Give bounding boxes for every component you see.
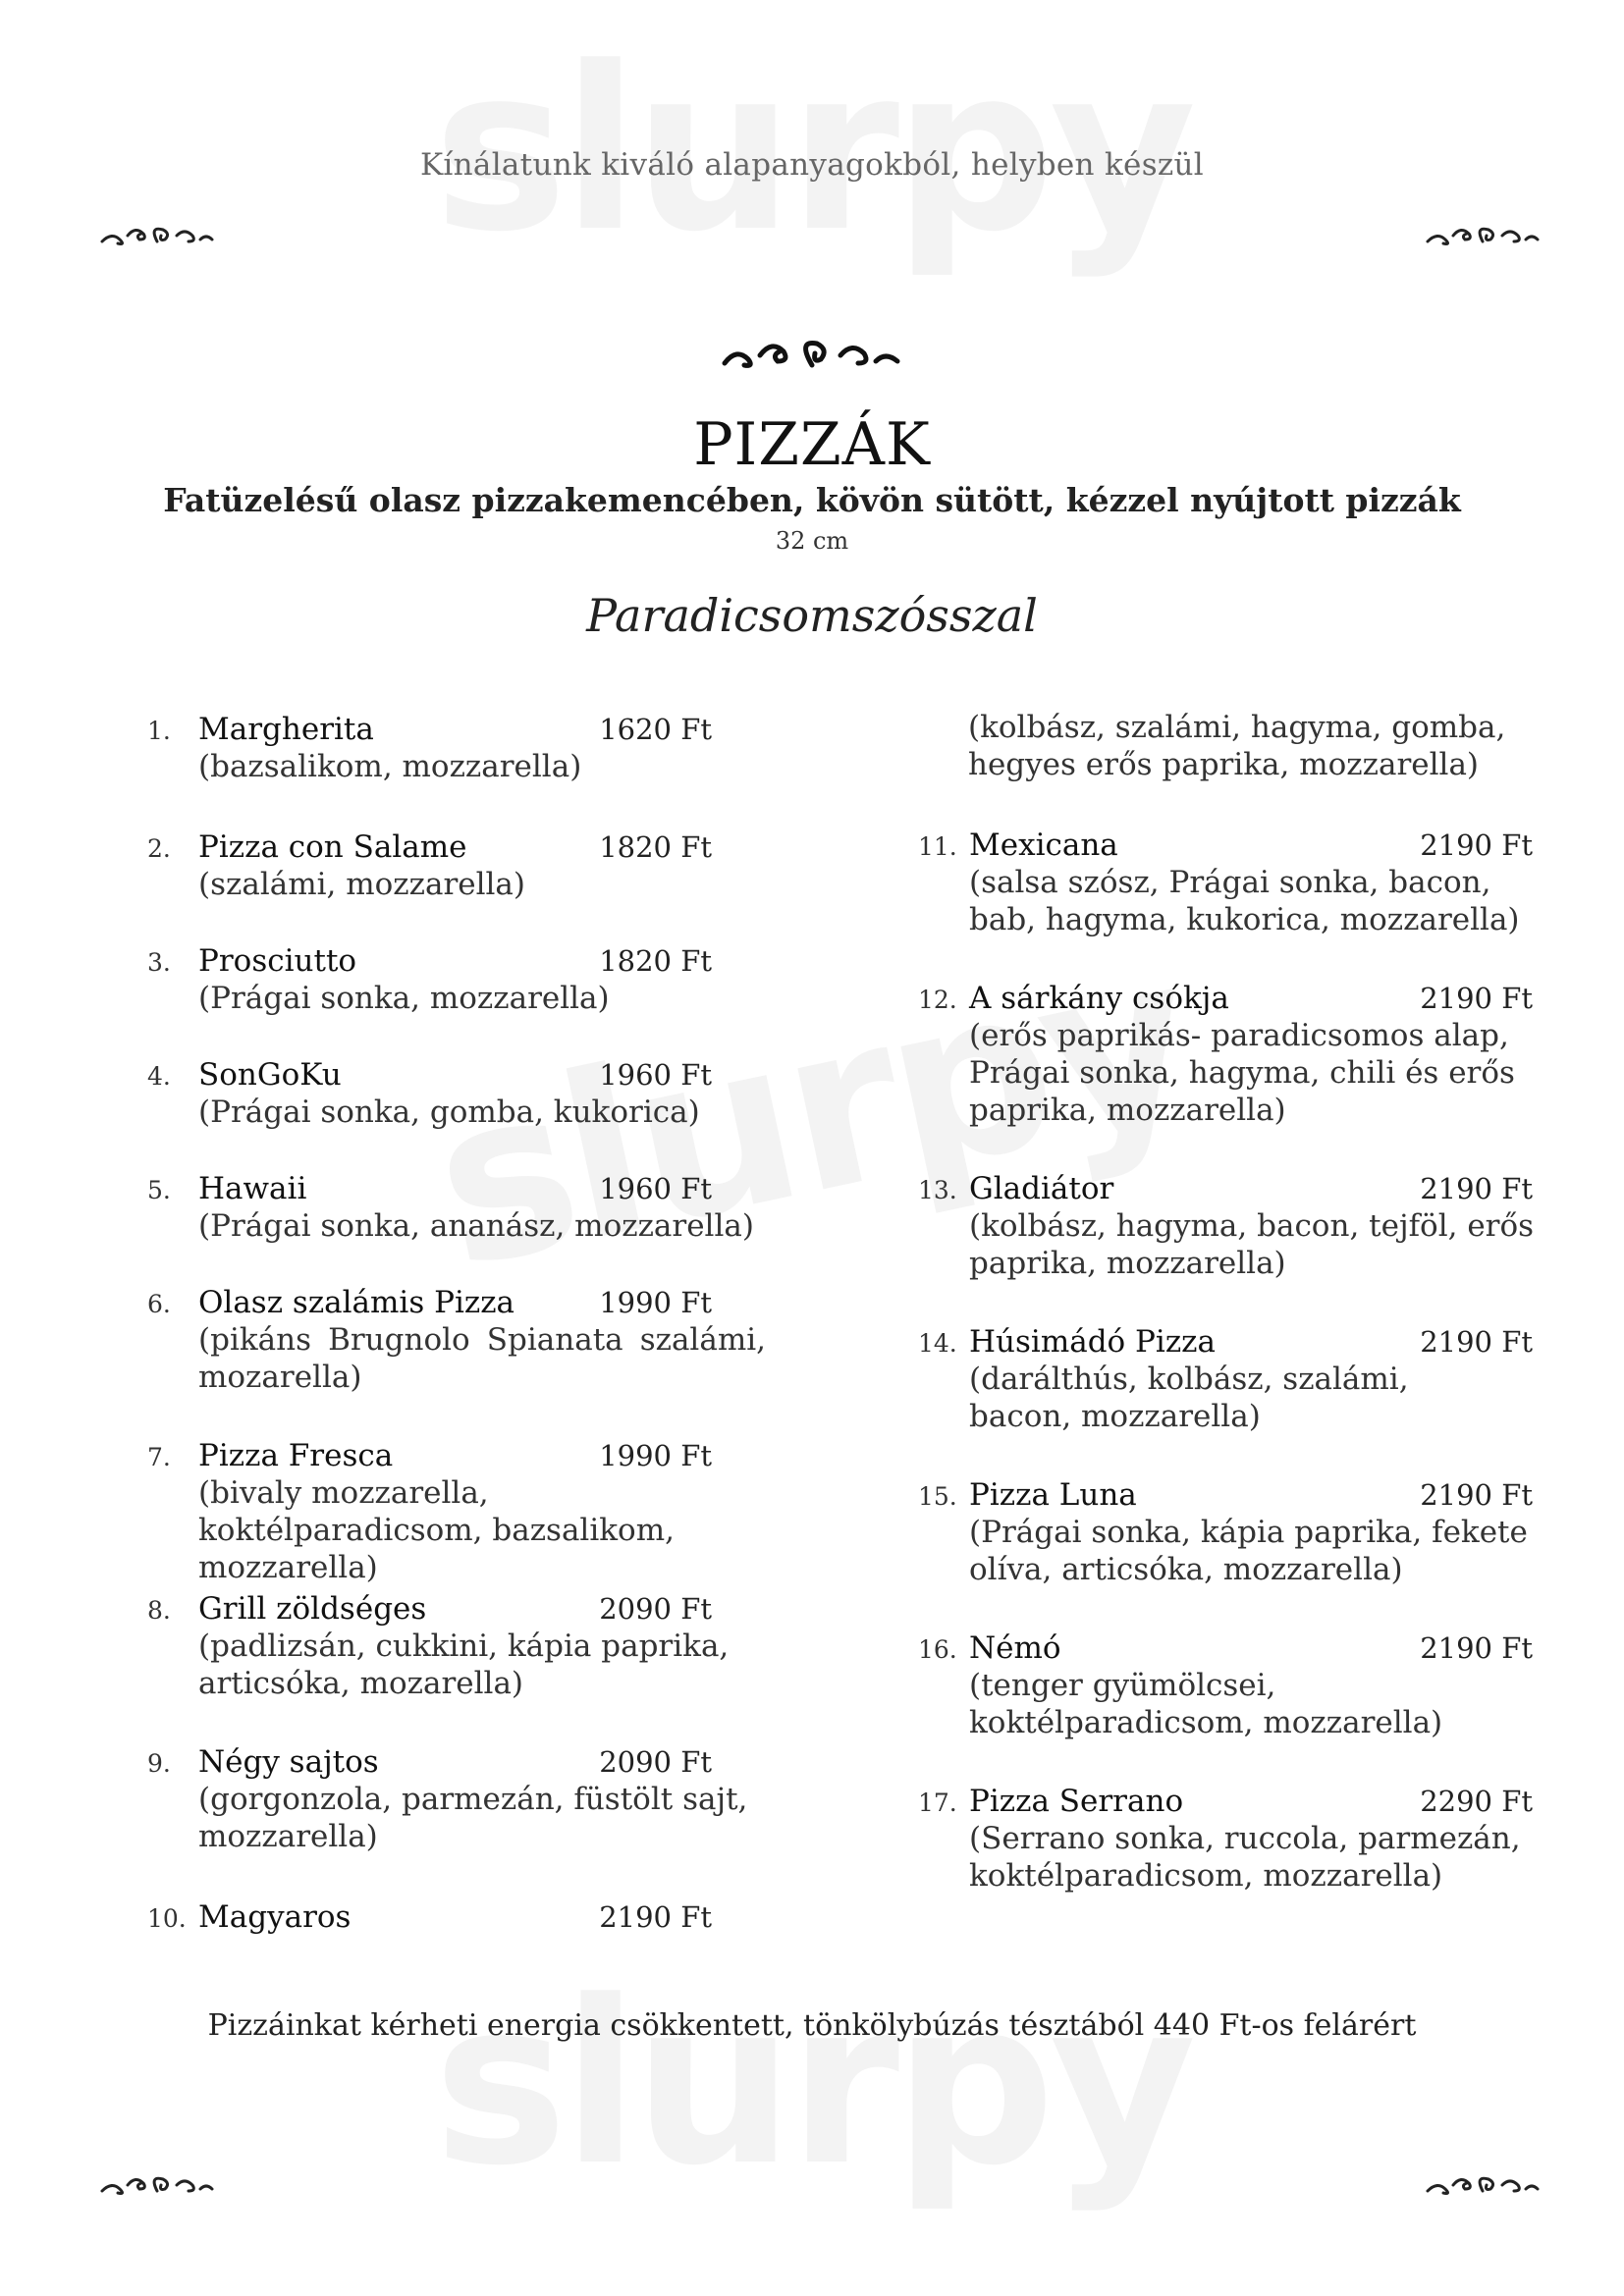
item-number: 17. bbox=[918, 1789, 957, 1817]
watermark-bottom bbox=[433, 1953, 1190, 2216]
item-price: 2190 Ft bbox=[1420, 982, 1533, 1015]
item-name: Pizza Luna bbox=[969, 1477, 1137, 1513]
item-number: 7. bbox=[147, 1443, 171, 1471]
footer-note: Pizzáinkat kérheti energia csökkentett, tönkölybúzás tésztából 440 Ft-os felárért bbox=[207, 2008, 1417, 2043]
item-description: (Prágai sonka, ananász, mozzarella) bbox=[198, 1208, 754, 1244]
item-name: SonGoKu bbox=[198, 1057, 342, 1093]
item-name: A sárkány csókja bbox=[969, 981, 1229, 1016]
item-price: 2290 Ft bbox=[1420, 1785, 1533, 1818]
item-price: 1620 Ft bbox=[599, 713, 712, 746]
item-price: 1960 Ft bbox=[599, 1172, 712, 1205]
tagline: Kínálatunk kiváló alapanyagokból, helyben készül bbox=[419, 147, 1205, 183]
item-number: 16. bbox=[918, 1635, 957, 1664]
item-description: (bazsalikom, mozzarella) bbox=[198, 749, 582, 784]
item-price: 2190 Ft bbox=[599, 1900, 712, 1934]
pizza-size: 32 cm bbox=[775, 527, 849, 555]
item-number: 1. bbox=[147, 717, 171, 745]
item-price: 2090 Ft bbox=[599, 1745, 712, 1779]
item-description-continued: (kolbász, szalámi, hagyma, gomba, hegyes erős paprika, mozzarella) bbox=[968, 710, 1506, 782]
item-price: 1820 Ft bbox=[599, 944, 712, 978]
item-name: Pizza Serrano bbox=[969, 1784, 1184, 1819]
item-description: (bivaly mozzarella, koktélparadicsom, bazsalikom, mozzarella) bbox=[198, 1475, 675, 1585]
item-name: Grill zöldséges bbox=[198, 1591, 427, 1627]
item-description: (Prágai sonka, mozzarella) bbox=[198, 981, 610, 1016]
item-description: (Prágai sonka, kápia paprika, fekete olíva, articsóka, mozzarella) bbox=[969, 1515, 1528, 1587]
item-number: 12. bbox=[918, 986, 957, 1014]
item-name: Mexicana bbox=[969, 828, 1118, 863]
item-name: Margherita bbox=[198, 712, 374, 747]
item-name: Hawaii bbox=[198, 1171, 307, 1206]
item-price: 2190 Ft bbox=[1420, 828, 1533, 862]
item-description: (Prágai sonka, gomba, kukorica) bbox=[198, 1095, 700, 1130]
item-number: 8. bbox=[147, 1596, 171, 1625]
item-name: Olasz szalámis Pizza bbox=[198, 1285, 515, 1320]
section-heading: Paradicsomszósszal bbox=[586, 589, 1038, 642]
item-number: 13. bbox=[918, 1176, 957, 1204]
ornament-bottom-left-icon bbox=[98, 2171, 216, 2199]
item-name: Prosciutto bbox=[198, 943, 357, 979]
item-name: Négy sajtos bbox=[198, 1744, 379, 1780]
item-description: (padlizsán, cukkini, kápia paprika, articsóka, mozarella) bbox=[198, 1629, 730, 1701]
subtitle: Fatüzelésű olasz pizzakemencében, kövön sütött, kézzel nyújtott pizzák bbox=[163, 481, 1461, 519]
item-description: (pikáns Brugnolo Spianata szalámi, mozarella) bbox=[198, 1322, 766, 1395]
item-name: Húsimádó Pizza bbox=[969, 1324, 1216, 1360]
item-number: 3. bbox=[147, 948, 171, 977]
item-number: 5. bbox=[147, 1176, 171, 1204]
item-description: (erős paprikás- paradicsomos alap, Prágai sonka, hagyma, chili és erős paprika, mozzarella) bbox=[969, 1018, 1515, 1128]
ornament-top-right-icon bbox=[1424, 222, 1542, 249]
item-number: 4. bbox=[147, 1062, 171, 1091]
item-description: (salsa szósz, Prágai sonka, bacon, bab, hagyma, kukorica, mozzarella) bbox=[969, 865, 1520, 937]
item-number: 14. bbox=[918, 1329, 957, 1358]
item-number: 2. bbox=[147, 834, 171, 863]
ornament-center-icon bbox=[719, 334, 905, 375]
item-description: (szalámi, mozzarella) bbox=[198, 867, 526, 902]
item-price: 1990 Ft bbox=[599, 1286, 712, 1319]
item-description: (kolbász, hagyma, bacon, tejföl, erős paprika, mozzarella) bbox=[969, 1208, 1535, 1281]
item-number: 10. bbox=[147, 1904, 187, 1933]
item-name: Pizza Fresca bbox=[198, 1438, 394, 1473]
item-number: 9. bbox=[147, 1749, 171, 1778]
item-number: 6. bbox=[147, 1290, 171, 1318]
item-price: 1960 Ft bbox=[599, 1058, 712, 1092]
item-name: Némó bbox=[969, 1630, 1061, 1666]
item-price: 1990 Ft bbox=[599, 1439, 712, 1472]
item-description: (Serrano sonka, ruccola, parmezán, koktélparadicsom, mozzarella) bbox=[969, 1821, 1521, 1894]
item-price: 2090 Ft bbox=[599, 1592, 712, 1626]
item-price: 1820 Ft bbox=[599, 830, 712, 864]
item-description: (darálthús, kolbász, szalámi, bacon, mozzarella) bbox=[969, 1362, 1409, 1434]
page-title: PIZZÁK bbox=[693, 410, 931, 479]
ornament-bottom-right-icon bbox=[1424, 2171, 1542, 2199]
item-number: 11. bbox=[918, 832, 957, 861]
item-price: 2190 Ft bbox=[1420, 1325, 1533, 1359]
ornament-top-left-icon bbox=[98, 222, 216, 249]
item-price: 2190 Ft bbox=[1420, 1172, 1533, 1205]
item-name: Gladiátor bbox=[969, 1171, 1114, 1206]
item-price: 2190 Ft bbox=[1420, 1478, 1533, 1512]
item-description: (tenger gyümölcsei, koktélparadicsom, mozzarella) bbox=[969, 1668, 1443, 1740]
item-name: Pizza con Salame bbox=[198, 829, 467, 865]
item-description: (gorgonzola, parmezán, füstölt sajt, mozzarella) bbox=[198, 1782, 748, 1854]
item-name: Magyaros bbox=[198, 1899, 352, 1935]
item-price: 2190 Ft bbox=[1420, 1631, 1533, 1665]
item-number: 15. bbox=[918, 1482, 957, 1511]
